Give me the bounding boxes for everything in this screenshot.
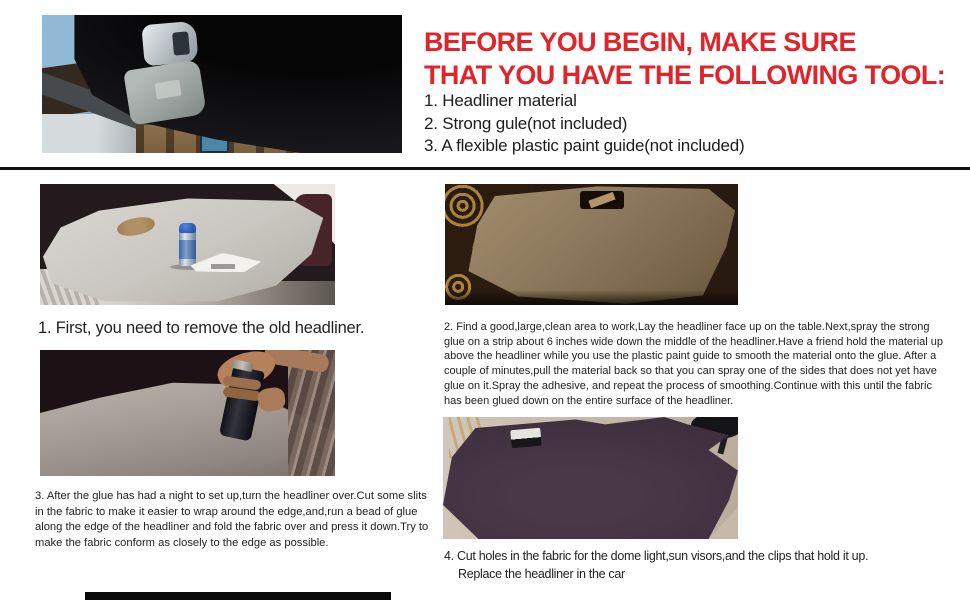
guide-barcode [211,264,235,269]
page-title [424,26,945,92]
console-display [172,32,190,56]
step1-caption: 1. First, you need to remove the old headliner. [38,319,365,337]
dome-light-hole [580,191,624,209]
purple-fabric-headliner [443,417,738,539]
title-line-2: THAT YOU HAVE THE FOLLOWING TOOL: [424,60,946,90]
tool-item-2: 2. Strong gule(not included) [424,113,628,133]
spray-can-label [179,240,197,259]
step2-caption: 2. Find a good,large,clean area to work,Lay the headliner face up on the table.Next,spray the strong glue on a strip about 6 inches wide down the middle of the headliner.Have a friend hold the material up above the headliner while you use the plastic paint guide to smooth the material onto the glue. After a couple of minutes,pull the material back so that you can spray one of the sides that does not yet have glue on it.Spray the adhesive, and repeat the process of smoothing.Continue with this until the fabric has been glued down on the entire surface of the headliner. [444,321,943,407]
sun-visor [123,59,206,125]
car-interior-photo [42,15,402,153]
step4-caption-line-1: 4. Cut holes in the fabric for the dome light,sun visors,and the clips that hold it up. [444,549,869,563]
step3-caption: 3. After the glue has had a night to set up,turn the headliner over.Cut some slits in the fabric to make it easier to wrap around the edge,and,run a bead of glue along the edge of the headliner and fold the fabric over and press it down.Try to make the fabric conform as closely to the edge as possible. [35,490,429,549]
step4-caption-line-2: Replace the headliner in the car [458,566,625,581]
step2-photo-headliner-on-table [445,184,738,305]
shadow [445,290,738,305]
spray-can-cap [179,223,197,233]
tool-item-3: 3. A flexible plastic paint guide(not included) [424,136,745,155]
step4-photo-fabric-headliner [443,417,738,539]
divider [0,167,970,170]
dome-light [510,428,541,449]
title-line-1: BEFORE YOU BEGIN, MAKE SURE [424,27,856,57]
tool-list [424,90,744,158]
step3-photo-spraying-glue [40,350,335,476]
step1-photo-old-headliner [40,184,335,305]
hole-flap [588,192,616,209]
step4-caption [444,548,969,583]
overhead-console [141,21,198,67]
footer-bar [85,592,391,600]
tool-item-1: 1. Headliner material [424,91,577,110]
visor-label [154,79,182,99]
